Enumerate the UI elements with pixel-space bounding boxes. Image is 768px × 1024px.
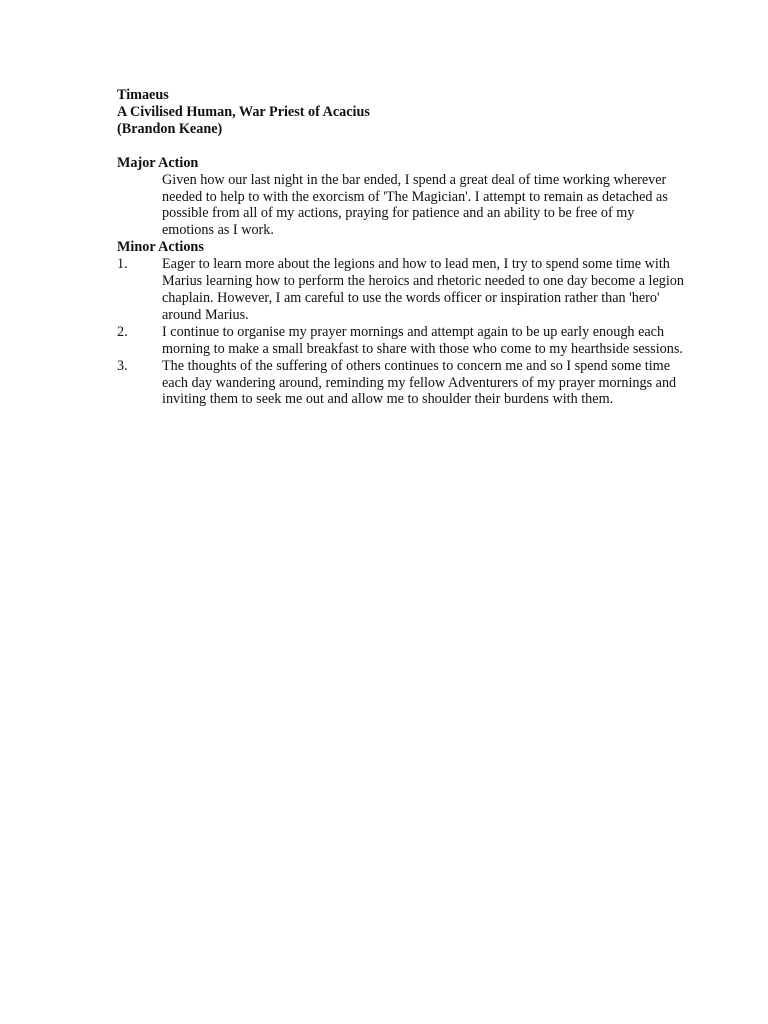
minor-actions-heading: Minor Actions <box>117 239 204 256</box>
item-number: 2. <box>117 323 128 340</box>
major-action-heading: Major Action <box>117 154 199 171</box>
character-description: A Civilised Human, War Priest of Acacius <box>117 103 370 120</box>
item-text: I continue to organise my prayer mornings and attempt again to be up early enough each morning to make a small breakfast to share with those who come to my hearthside sessions. <box>162 323 683 357</box>
item-number: 1. <box>117 256 128 273</box>
minor-action-item <box>117 324 687 358</box>
document-page <box>117 87 687 408</box>
minor-action-item <box>117 256 687 324</box>
item-number: 3. <box>117 357 128 374</box>
spacer <box>117 138 687 155</box>
minor-action-item <box>117 358 687 409</box>
item-text: Eager to learn more about the legions and how to lead men, I try to spend some time with Marius learning how to perform the heroics and rhetoric needed to one day become a legion chaplain. However, I am careful to use the words officer or inspiration rather than 'hero' around Marius. <box>162 256 684 323</box>
character-name: Timaeus <box>117 87 169 103</box>
item-text: The thoughts of the suffering of others continues to concern me and so I spend some time each day wandering around, reminding my fellow Adventurers of my prayer mornings and inviting them to seek me out and allow me to shoulder their burdens with them. <box>162 357 677 408</box>
player-name: (Brandon Keane) <box>117 120 223 137</box>
major-action-text: Given how our last night in the bar ended, I spend a great deal of time working wherever needed to help to with the exorcism of 'The Magician'. I attempt to remain as detached as possible from all of my actions, praying for patience and an ability to be free of my emotions as I work. <box>162 171 668 239</box>
